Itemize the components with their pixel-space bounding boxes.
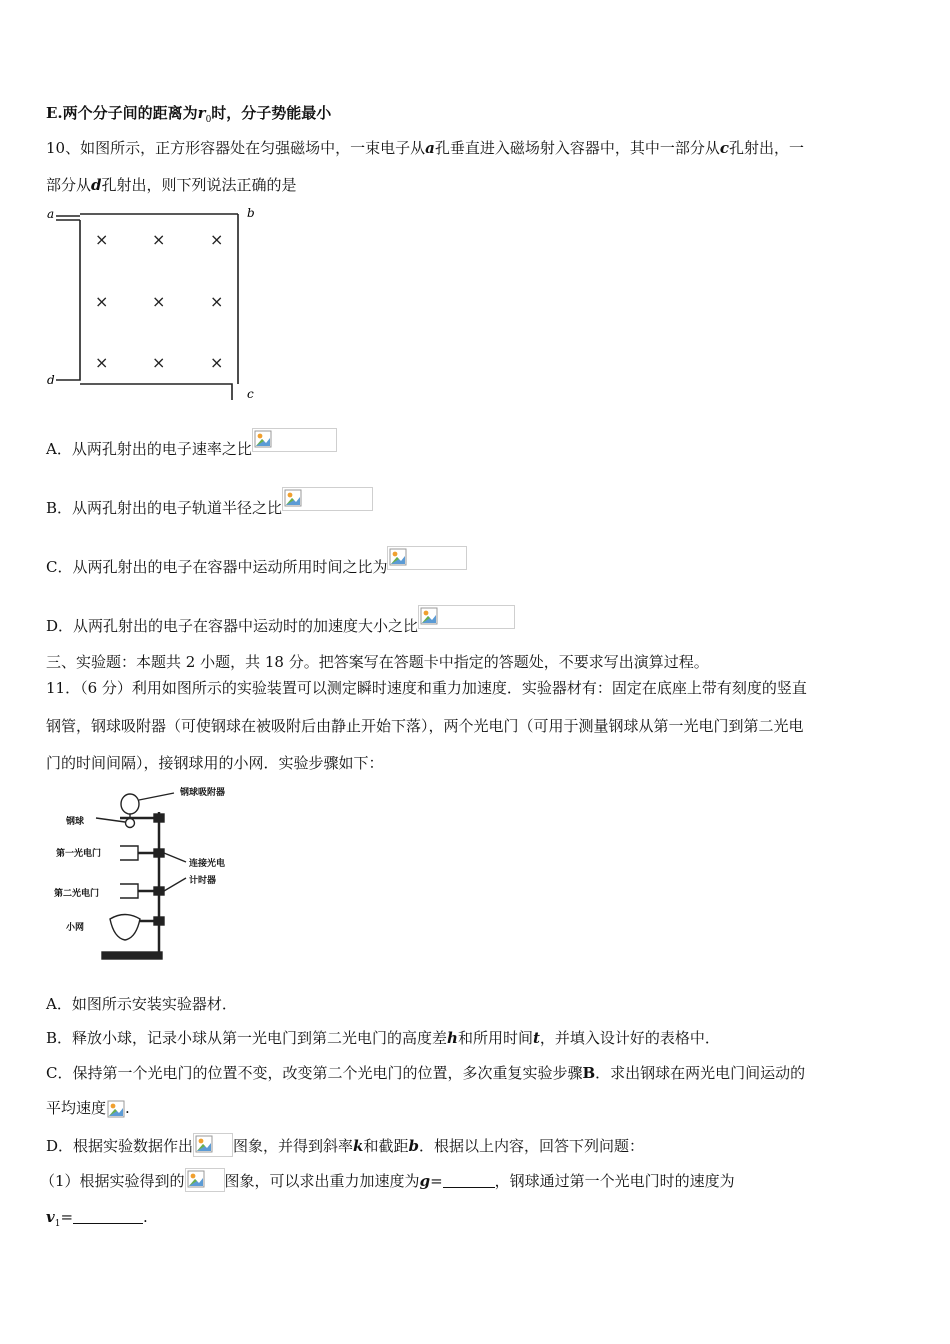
label-gate2: 第二光电门 [54, 889, 100, 899]
step-b-text1: B．释放小球，记录小球从第一光电门到第二光电门的高度差 [46, 1029, 448, 1047]
apparatus-figure [46, 780, 246, 970]
answer-blank-g[interactable] [443, 1173, 495, 1188]
broken-image-icon [418, 605, 515, 629]
var-r-sub: 0 [205, 115, 212, 125]
option-e-rest: 时，分子势能最小 [211, 104, 332, 122]
corner-a: a [47, 207, 55, 221]
field-mark: × [152, 230, 166, 249]
option-a [46, 428, 337, 459]
field-mark: × [95, 230, 109, 249]
adsorber-bulb [121, 794, 139, 814]
step-d-text2: 图象，并得到斜率 [233, 1137, 354, 1155]
net [110, 915, 140, 941]
q11-line1: 11．（6 分）利用如图所示的实验装置可以测定瞬时速度和重力加速度．实验器材有：固定在底座上带有刻度的竖直 [46, 679, 807, 697]
corner-d: d [47, 373, 55, 387]
var-h: h [447, 1029, 458, 1047]
var-a: a [425, 139, 435, 157]
label-ball: 钢球 [66, 817, 85, 827]
step-a: A．如图所示安装实验器材． [46, 995, 237, 1013]
field-mark: × [210, 292, 224, 311]
broken-image-icon [252, 428, 337, 452]
step-b-text3: ，并填入设计好的表格中． [539, 1029, 720, 1047]
field-mark: × [95, 353, 109, 372]
q10-text-d2: 孔射出，则下列说法正确的是 [101, 176, 297, 194]
sub-question-1-line2 [46, 1207, 148, 1234]
container-bottom-wall [80, 384, 232, 400]
broken-image-icon [387, 546, 467, 570]
field-mark: × [152, 292, 166, 311]
option-c-text: C．从两孔射出的电子在容器中运动所用时间之比为 [46, 558, 388, 576]
var-v-sub: 1 [54, 1219, 61, 1229]
option-d [46, 605, 515, 636]
option-b [46, 487, 373, 518]
label-net: 小网 [66, 923, 85, 933]
broken-image-icon [193, 1133, 233, 1157]
label-connect1: 连接光电 [189, 859, 226, 869]
q11-line3: 门的时间间隔），接钢球用的小网．实验步骤如下： [46, 754, 384, 772]
corner-b: b [247, 206, 255, 220]
option-b-text: B．从两孔射出的电子轨道半径之比 [46, 499, 283, 517]
step-c-text1: C．保持第一个光电门的位置不变，改变第二个光电门的位置，多次重复实验步骤 [46, 1064, 583, 1082]
q10-text-a: 10、如图所示，正方形容器处在匀强磁场中，一束电子从 [46, 139, 426, 157]
sub1-text2: 图象，可以求出重力加速度为 [224, 1172, 420, 1190]
field-mark: × [210, 230, 224, 249]
var-b: b [408, 1137, 419, 1155]
var-c: c [719, 139, 729, 157]
var-d: d [91, 176, 102, 194]
var-r: r [197, 104, 206, 122]
label-adsorber: 钢球吸附器 [180, 788, 226, 798]
step-c-line2 [46, 1098, 130, 1119]
step-c-text2: ．求出钢球在两光电门间运动的 [595, 1064, 806, 1082]
label-connect2: 计时器 [189, 876, 217, 886]
sub1-period: . [143, 1208, 148, 1226]
q10-line1 [46, 138, 804, 158]
sub1-text1: （1）根据实验得到的 [40, 1172, 185, 1190]
q10-text-c: 孔射出，一 [728, 139, 804, 157]
gate1 [120, 846, 138, 860]
var-k: k [353, 1137, 364, 1155]
field-mark: × [210, 353, 224, 372]
step-d-text3: 和截距 [363, 1137, 409, 1155]
corner-c: c [247, 387, 254, 401]
step-c-line1 [46, 1063, 805, 1083]
q11-line2: 钢管，钢球吸附器（可使钢球在被吸附后由静止开始下落），两个光电门（可用于测量钢球从第一光电门到第二光电 [46, 717, 804, 735]
option-c [46, 546, 467, 577]
step-d-text1: D．根据实验数据作出 [46, 1137, 194, 1155]
sub1-eq: = [430, 1172, 443, 1190]
sub1-text3: ，钢球通过第一个光电门时的速度为 [494, 1172, 735, 1190]
option-e-text: E.两个分子间的距离为 [46, 104, 198, 122]
step-d [46, 1133, 644, 1157]
answer-blank-v1[interactable] [73, 1209, 143, 1224]
q10-text-d1: 部分从 [46, 176, 92, 194]
field-mark: × [95, 292, 109, 311]
var-t: t [532, 1029, 540, 1047]
gate2 [120, 884, 138, 898]
step-c-period: . [125, 1099, 130, 1117]
step-b [46, 1028, 720, 1048]
option-d-text: D．从两孔射出的电子在容器中运动时的加速度大小之比 [46, 617, 419, 635]
base [102, 952, 162, 959]
steel-ball [126, 819, 135, 828]
q10-line2 [46, 175, 297, 195]
section-heading: 三、实验题：本题共 2 小题，共 18 分。把答案写在答题卡中指定的答题处，不要求写出演算过程。 [46, 653, 709, 671]
step-ref-b: B [582, 1064, 596, 1082]
field-mark: × [152, 353, 166, 372]
broken-image-icon [106, 1099, 125, 1119]
q10-text-b: 孔垂直进入磁场射入容器中，其中一部分从 [434, 139, 720, 157]
step-b-text2: 和所用时间 [457, 1029, 533, 1047]
sub1-eq2: = [60, 1208, 74, 1226]
label-gate1: 第一光电门 [56, 849, 102, 859]
var-g: g [419, 1172, 431, 1190]
option-a-text: A．从两孔射出的电子速率之比 [46, 440, 252, 458]
var-v: v [46, 1208, 55, 1226]
option-e [46, 103, 331, 130]
container-left-wall [56, 220, 80, 380]
step-d-text4: ．根据以上内容，回答下列问题： [418, 1137, 644, 1155]
broken-image-icon [282, 487, 373, 511]
broken-image-icon [185, 1168, 225, 1192]
sub-question-1 [40, 1168, 735, 1192]
magnetic-field-figure [44, 204, 264, 402]
step-c-text3: 平均速度 [46, 1099, 107, 1117]
